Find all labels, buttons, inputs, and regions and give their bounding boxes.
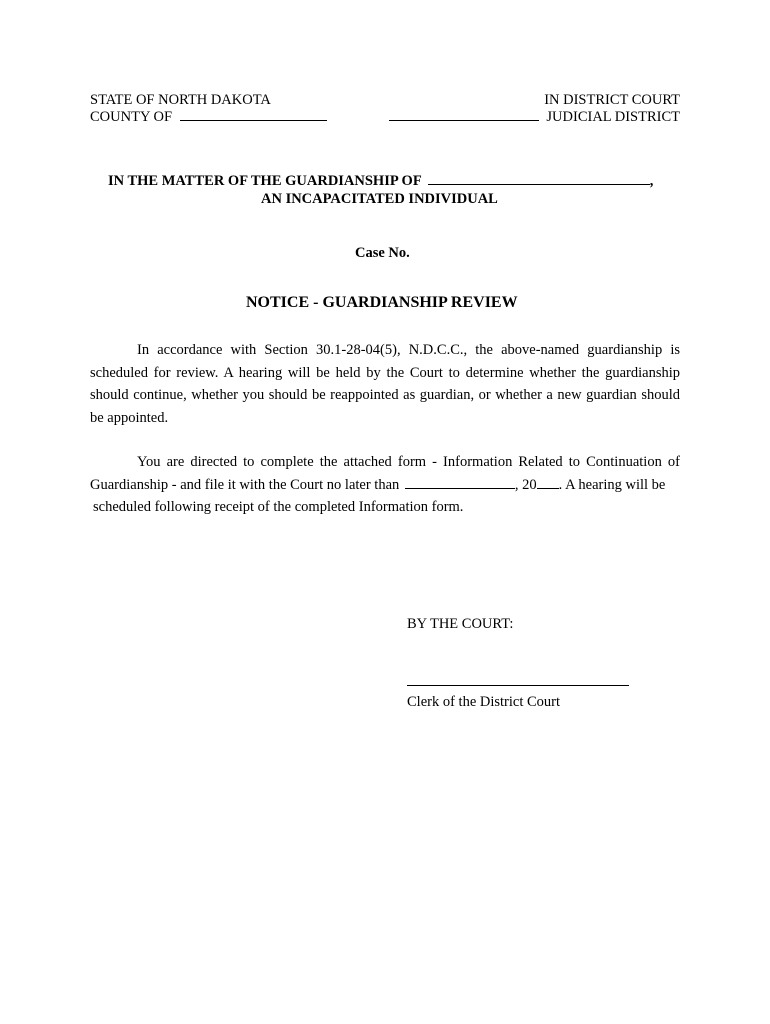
ward-name-blank[interactable] (428, 172, 650, 185)
matter-line-1 (108, 172, 653, 190)
deadline-text: Guardianship - and file it with the Court no later than (90, 476, 400, 493)
by-the-court-label: BY THE COURT: (407, 616, 514, 632)
paragraph-line: scheduled following receipt of the completed Information form. (93, 499, 464, 515)
county-blank[interactable] (180, 108, 327, 121)
case-number-label: Case No. (355, 245, 410, 261)
paragraph-line: You are directed to complete the attached form - Information Related to Continuation of (137, 454, 680, 470)
district-blank[interactable] (389, 108, 539, 121)
hearing-text: . A hearing will be (558, 476, 666, 493)
clerk-label: Clerk of the District Court (407, 694, 561, 710)
district-label: JUDICIAL DISTRICT (546, 109, 680, 125)
clerk-signature-line[interactable] (407, 685, 629, 686)
paragraph-line: In accordance with Section 30.1-28-04(5), N.D.C.C., the above-named guardianship is (137, 342, 680, 358)
paragraph-line: scheduled for review. A hearing will be held by the Court to determine whether the guardianship (90, 364, 680, 381)
matter-comma: , (649, 173, 654, 189)
year-prefix: , 20 (514, 476, 537, 493)
district-row (389, 108, 680, 125)
year-blank[interactable] (537, 476, 559, 489)
state-label: STATE OF NORTH DAKOTA (90, 92, 271, 108)
paragraph-review (90, 339, 680, 429)
deadline-date-blank[interactable] (405, 476, 515, 489)
court-label: IN DISTRICT COURT (544, 92, 680, 108)
paragraph-line: be appointed. (90, 409, 169, 426)
paragraph-line: should continue, whether you should be reappointed as guardian, or whether a new guardian should (90, 387, 680, 403)
notice-title: NOTICE - GUARDIANSHIP REVIEW (246, 294, 518, 311)
county-label: COUNTY OF (90, 109, 173, 125)
matter-line-2: AN INCAPACITATED INDIVIDUAL (261, 191, 498, 207)
paragraph-directive (90, 451, 680, 519)
paragraph-line-with-blanks (90, 474, 680, 497)
matter-label: IN THE MATTER OF THE GUARDIANSHIP OF (108, 173, 422, 189)
county-row (90, 108, 327, 125)
